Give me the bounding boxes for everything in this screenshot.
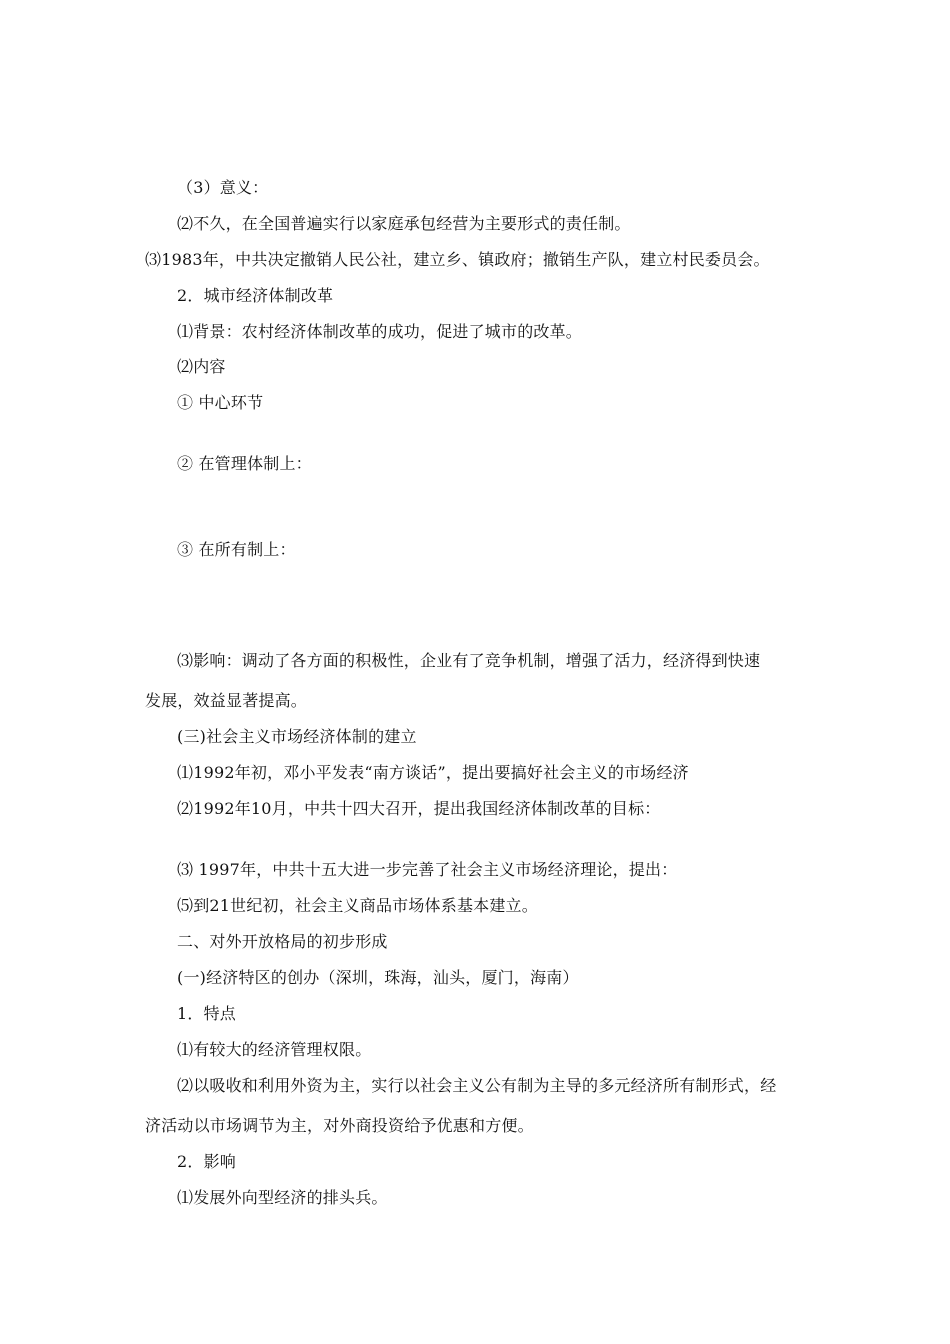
text-line: (三)社会主义市场经济体制的建立 (177, 727, 417, 746)
text-line: 济活动以市场调节为主，对外商投资给予优惠和方便。 (145, 1116, 534, 1135)
text-line: ⑵不久，在全国普遍实行以家庭承包经营为主要形式的责任制。 (177, 214, 631, 233)
text-line: （3）意义： (177, 178, 269, 197)
text-line: 二、对外开放格局的初步形成 (177, 932, 388, 951)
text-line: ⑵以吸收和利用外资为主，实行以社会主义公有制为主导的多元经济所有制形式，经 (177, 1076, 777, 1095)
text-line: 2．城市经济体制改革 (177, 286, 334, 305)
text-line: ⑵1992年10月，中共十四大召开，提出我国经济体制改革的目标： (177, 799, 661, 818)
text-line: 1．特点 (177, 1004, 236, 1023)
text-line: ⑶ 1997年，中共十五大进一步完善了社会主义市场经济理论，提出： (177, 860, 678, 879)
text-line: ⑵内容 (177, 357, 226, 376)
text-line: ⑴发展外向型经济的排头兵。 (177, 1188, 388, 1207)
text-line: ⑶影响：调动了各方面的积极性，企业有了竞争机制，增强了活力，经济得到快速 (177, 651, 761, 670)
text-line: ⑴背景：农村经济体制改革的成功，促进了城市的改革。 (177, 322, 583, 341)
text-line: 发展，效益显著提高。 (145, 691, 308, 710)
text-line: ③ 在所有制上： (177, 540, 296, 559)
text-line: ⑴有较大的经济管理权限。 (177, 1040, 372, 1059)
text-line: 2．影响 (177, 1152, 236, 1171)
text-line: ⑸到21世纪初，社会主义商品市场体系基本建立。 (177, 896, 538, 915)
text-line: ① 中心环节 (177, 393, 264, 412)
text-line: ⑶1983年，中共决定撤销人民公社，建立乡、镇政府；撤销生产队，建立村民委员会。 (145, 250, 770, 269)
text-line: ⑴1992年初，邓小平发表“南方谈话”，提出要搞好社会主义的市场经济 (177, 763, 689, 782)
text-line: ② 在管理体制上： (177, 454, 312, 473)
text-line: (一)经济特区的创办（深圳，珠海，汕头，厦门，海南） (177, 968, 579, 987)
